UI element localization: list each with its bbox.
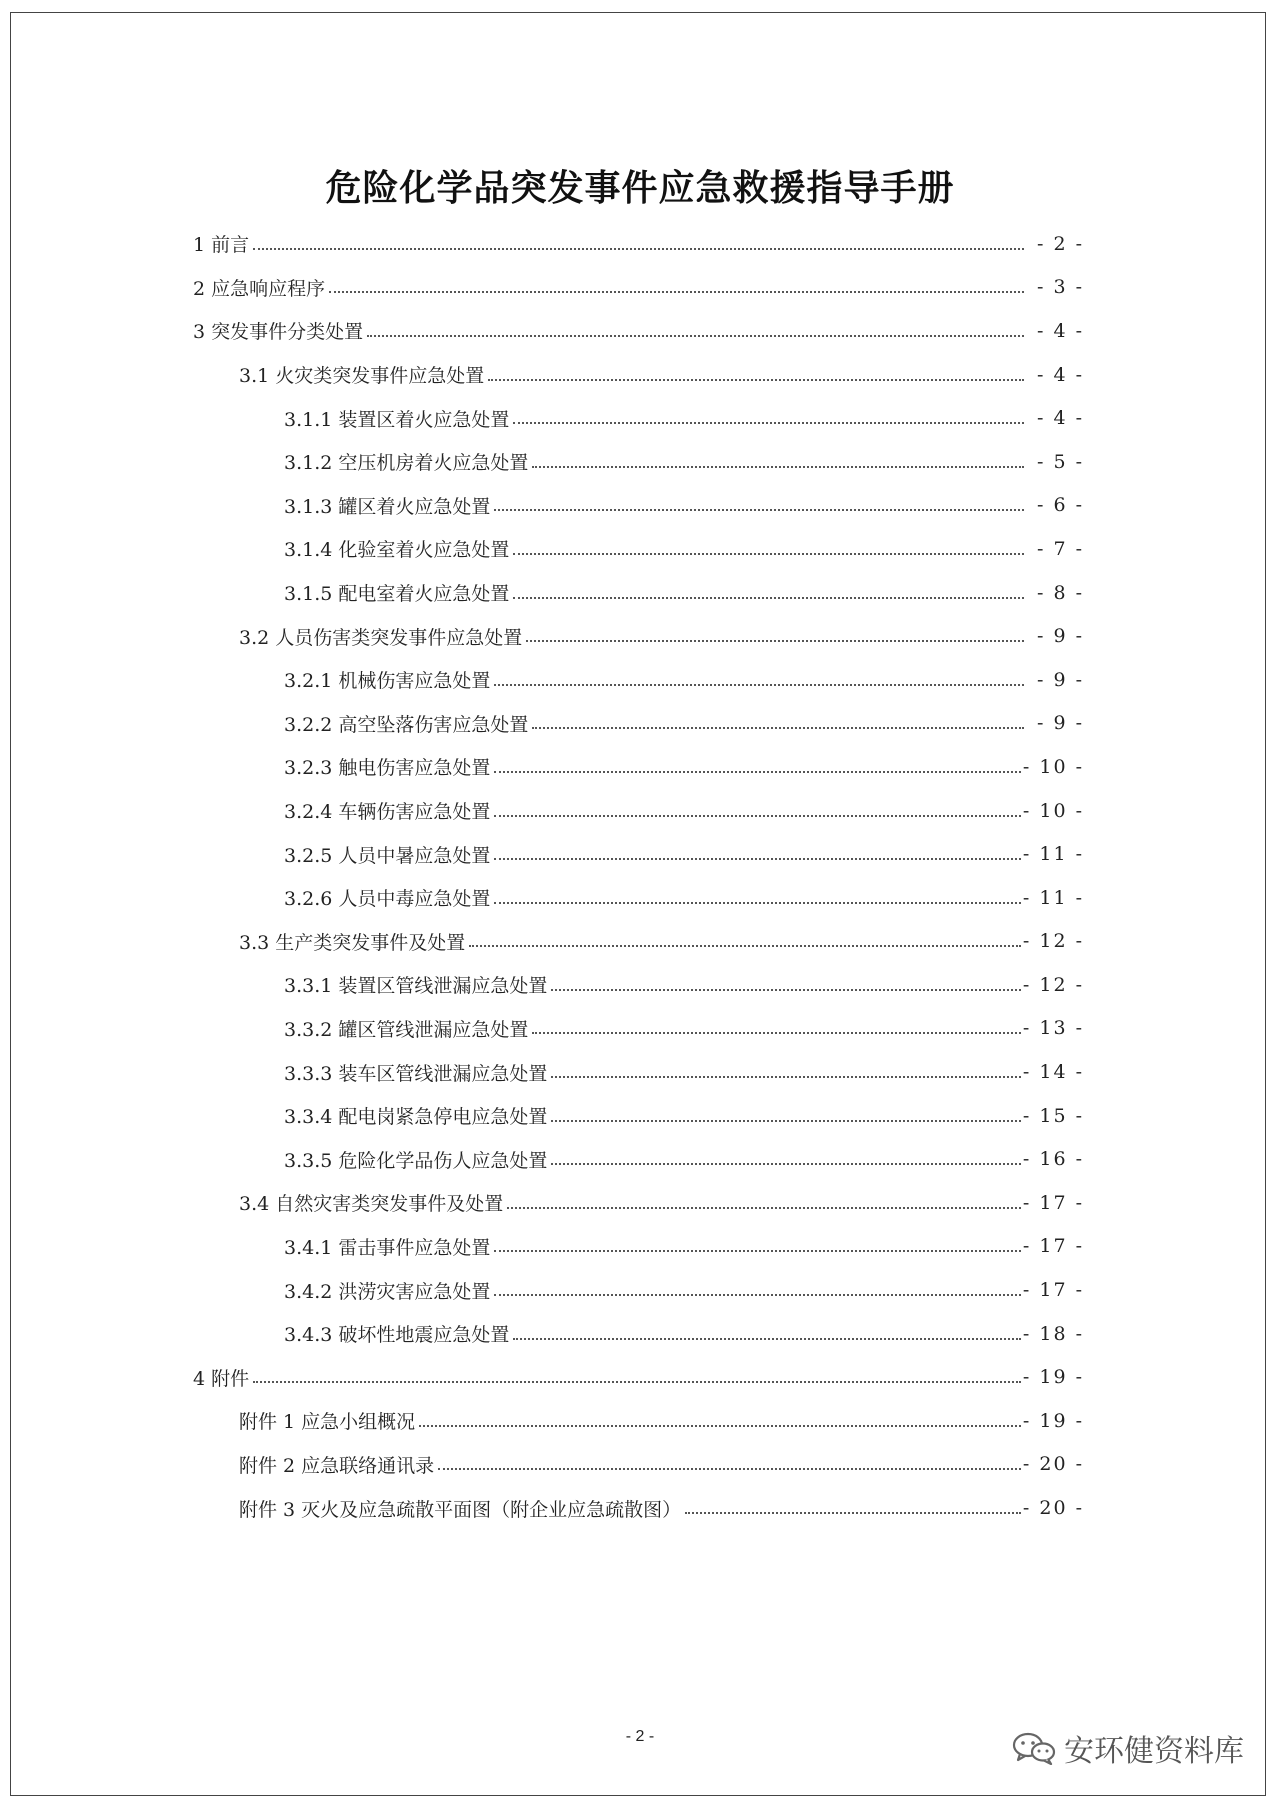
toc-entry-title: 3.1.4 化验室着火应急处置 <box>284 535 511 562</box>
toc-entry-page: - 20 - <box>1022 1453 1084 1476</box>
dot-leader <box>494 858 1021 860</box>
toc-entry[interactable] <box>0 527 1280 571</box>
dot-leader <box>494 815 1021 817</box>
toc-entry[interactable] <box>0 222 1280 266</box>
toc-entry-title: 3.4.3 破坏性地震应急处置 <box>284 1320 511 1347</box>
toc-entry[interactable] <box>0 309 1280 353</box>
toc-entry-page: - 9 - <box>1036 625 1084 648</box>
toc-entry-page: - 20 - <box>1022 1497 1084 1520</box>
toc-entry[interactable] <box>0 1181 1280 1225</box>
dot-leader <box>532 727 1024 729</box>
toc-entry-page: - 10 - <box>1022 755 1084 778</box>
toc-entry[interactable] <box>0 1399 1280 1443</box>
toc-entry-title: 4 附件 <box>193 1364 251 1391</box>
toc-entry[interactable] <box>0 920 1280 964</box>
toc-entry-title: 3.3.1 装置区管线泄漏应急处置 <box>284 971 549 998</box>
toc-entry-page: - 3 - <box>1036 276 1084 299</box>
dot-leader <box>551 1120 1021 1122</box>
dot-leader <box>494 1250 1021 1252</box>
dot-leader <box>513 553 1024 555</box>
toc-entry-title: 3.4.2 洪涝灾害应急处置 <box>284 1277 492 1304</box>
wechat-icon <box>1012 1731 1056 1765</box>
toc-entry-title: 3.2.1 机械伤害应急处置 <box>284 666 492 693</box>
toc-entry-page: - 19 - <box>1022 1409 1084 1432</box>
toc-entry-page: - 15 - <box>1022 1104 1084 1127</box>
watermark <box>1012 1726 1244 1770</box>
toc-entry[interactable] <box>0 832 1280 876</box>
toc-entry-title: 附件 2 应急联络通讯录 <box>239 1451 436 1478</box>
toc-entry-page: - 19 - <box>1022 1366 1084 1389</box>
dot-leader <box>469 945 1021 947</box>
toc-entry-page: - 9 - <box>1036 712 1084 735</box>
dot-leader <box>551 1163 1021 1165</box>
toc-entry[interactable] <box>0 484 1280 528</box>
toc-entry[interactable] <box>0 353 1280 397</box>
toc-entry[interactable] <box>0 266 1280 310</box>
toc-entry[interactable] <box>0 1268 1280 1312</box>
toc-entry[interactable] <box>0 396 1280 440</box>
toc-entry-title: 3.3 生产类突发事件及处置 <box>239 928 467 955</box>
toc-entry-title: 3.4 自然灾害类突发事件及处置 <box>239 1189 505 1216</box>
toc-entry[interactable] <box>0 1137 1280 1181</box>
dot-leader <box>526 640 1024 642</box>
toc-entry[interactable] <box>0 1050 1280 1094</box>
toc-entry[interactable] <box>0 1094 1280 1138</box>
watermark-text: 安环健资料库 <box>1064 1734 1244 1769</box>
toc-entry-page: - 12 - <box>1022 973 1084 996</box>
toc-entry-page: - 17 - <box>1022 1279 1084 1302</box>
dot-leader <box>329 291 1024 293</box>
dot-leader <box>494 684 1024 686</box>
toc-entry-page: - 10 - <box>1022 799 1084 822</box>
dot-leader <box>253 1381 1021 1383</box>
dot-leader <box>494 509 1024 511</box>
toc-entry[interactable] <box>0 571 1280 615</box>
toc-entry-title: 附件 3 灭火及应急疏散平面图（附企业应急疏散图） <box>239 1495 683 1522</box>
toc-entry-page: - 17 - <box>1022 1235 1084 1258</box>
table-of-contents <box>0 222 1280 1530</box>
toc-entry[interactable] <box>0 1312 1280 1356</box>
dot-leader <box>513 422 1024 424</box>
toc-entry-title: 2 应急响应程序 <box>193 274 327 301</box>
toc-entry[interactable] <box>0 745 1280 789</box>
toc-entry-title: 3.4.1 雷击事件应急处置 <box>284 1233 492 1260</box>
toc-entry-page: - 4 - <box>1036 319 1084 342</box>
toc-entry[interactable] <box>0 658 1280 702</box>
toc-entry-title: 3.1.5 配电室着火应急处置 <box>284 579 511 606</box>
toc-entry-title: 3.2 人员伤害类突发事件应急处置 <box>239 623 524 650</box>
toc-entry[interactable] <box>0 963 1280 1007</box>
toc-entry-title: 3.1 火灾类突发事件应急处置 <box>239 361 486 388</box>
toc-entry-page: - 12 - <box>1022 930 1084 953</box>
dot-leader <box>419 1425 1021 1427</box>
toc-entry-title: 3.3.3 装车区管线泄漏应急处置 <box>284 1059 549 1086</box>
dot-leader <box>494 902 1021 904</box>
toc-entry-page: - 16 - <box>1022 1148 1084 1171</box>
toc-entry[interactable] <box>0 702 1280 746</box>
toc-entry-page: - 17 - <box>1022 1191 1084 1214</box>
dot-leader <box>551 1076 1021 1078</box>
toc-entry-page: - 5 - <box>1036 450 1084 473</box>
toc-entry-title: 3.2.6 人员中毒应急处置 <box>284 884 492 911</box>
toc-entry[interactable] <box>0 1355 1280 1399</box>
dot-leader <box>532 466 1024 468</box>
toc-entry-page: - 4 - <box>1036 407 1084 430</box>
toc-entry-page: - 2 - <box>1036 232 1084 255</box>
toc-entry-title: 3.3.2 罐区管线泄漏应急处置 <box>284 1015 530 1042</box>
toc-entry-title: 附件 1 应急小组概况 <box>239 1407 417 1434</box>
document-title: 危险化学品突发事件应急救援指导手册 <box>325 168 955 209</box>
toc-entry-title: 3.2.4 车辆伤害应急处置 <box>284 797 492 824</box>
toc-entry-page: - 7 - <box>1036 537 1084 560</box>
toc-entry-page: - 4 - <box>1036 363 1084 386</box>
toc-entry-title: 3.3.5 危险化学品伤人应急处置 <box>284 1146 549 1173</box>
toc-entry-title: 3.2.3 触电伤害应急处置 <box>284 753 492 780</box>
toc-entry-title: 3.3.4 配电岗紧急停电应急处置 <box>284 1102 549 1129</box>
toc-entry[interactable] <box>0 876 1280 920</box>
dot-leader <box>367 335 1024 337</box>
toc-entry[interactable] <box>0 1225 1280 1269</box>
toc-entry-page: - 9 - <box>1036 668 1084 691</box>
toc-entry[interactable] <box>0 614 1280 658</box>
toc-entry-page: - 11 - <box>1022 886 1084 909</box>
toc-entry-title: 3.2.2 高空坠落伤害应急处置 <box>284 710 530 737</box>
dot-leader <box>685 1512 1021 1514</box>
toc-entry-page: - 6 - <box>1036 494 1084 517</box>
dot-leader <box>513 597 1024 599</box>
toc-entry[interactable] <box>0 789 1280 833</box>
toc-entry[interactable] <box>0 1486 1280 1530</box>
dot-leader <box>551 989 1021 991</box>
toc-entry-page: - 14 - <box>1022 1061 1084 1084</box>
toc-entry[interactable] <box>0 440 1280 484</box>
toc-entry[interactable] <box>0 1007 1280 1051</box>
dot-leader <box>494 1294 1021 1296</box>
toc-entry-title: 3 突发事件分类处置 <box>193 317 365 344</box>
dot-leader <box>488 379 1024 381</box>
toc-entry-page: - 18 - <box>1022 1322 1084 1345</box>
toc-entry-title: 3.1.1 装置区着火应急处置 <box>284 405 511 432</box>
toc-entry-page: - 11 - <box>1022 843 1084 866</box>
dot-leader <box>507 1207 1021 1209</box>
dot-leader <box>438 1468 1021 1470</box>
toc-entry-title: 3.1.2 空压机房着火应急处置 <box>284 448 530 475</box>
toc-entry[interactable] <box>0 1443 1280 1487</box>
dot-leader <box>253 248 1024 250</box>
toc-entry-page: - 13 - <box>1022 1017 1084 1040</box>
dot-leader <box>494 771 1021 773</box>
page-number: - 2 - <box>625 1728 655 1745</box>
toc-entry-title: 3.2.5 人员中暑应急处置 <box>284 841 492 868</box>
toc-entry-title: 3.1.3 罐区着火应急处置 <box>284 492 492 519</box>
dot-leader <box>513 1338 1021 1340</box>
toc-entry-title: 1 前言 <box>193 230 251 257</box>
dot-leader <box>532 1032 1021 1034</box>
toc-entry-page: - 8 - <box>1036 581 1084 604</box>
